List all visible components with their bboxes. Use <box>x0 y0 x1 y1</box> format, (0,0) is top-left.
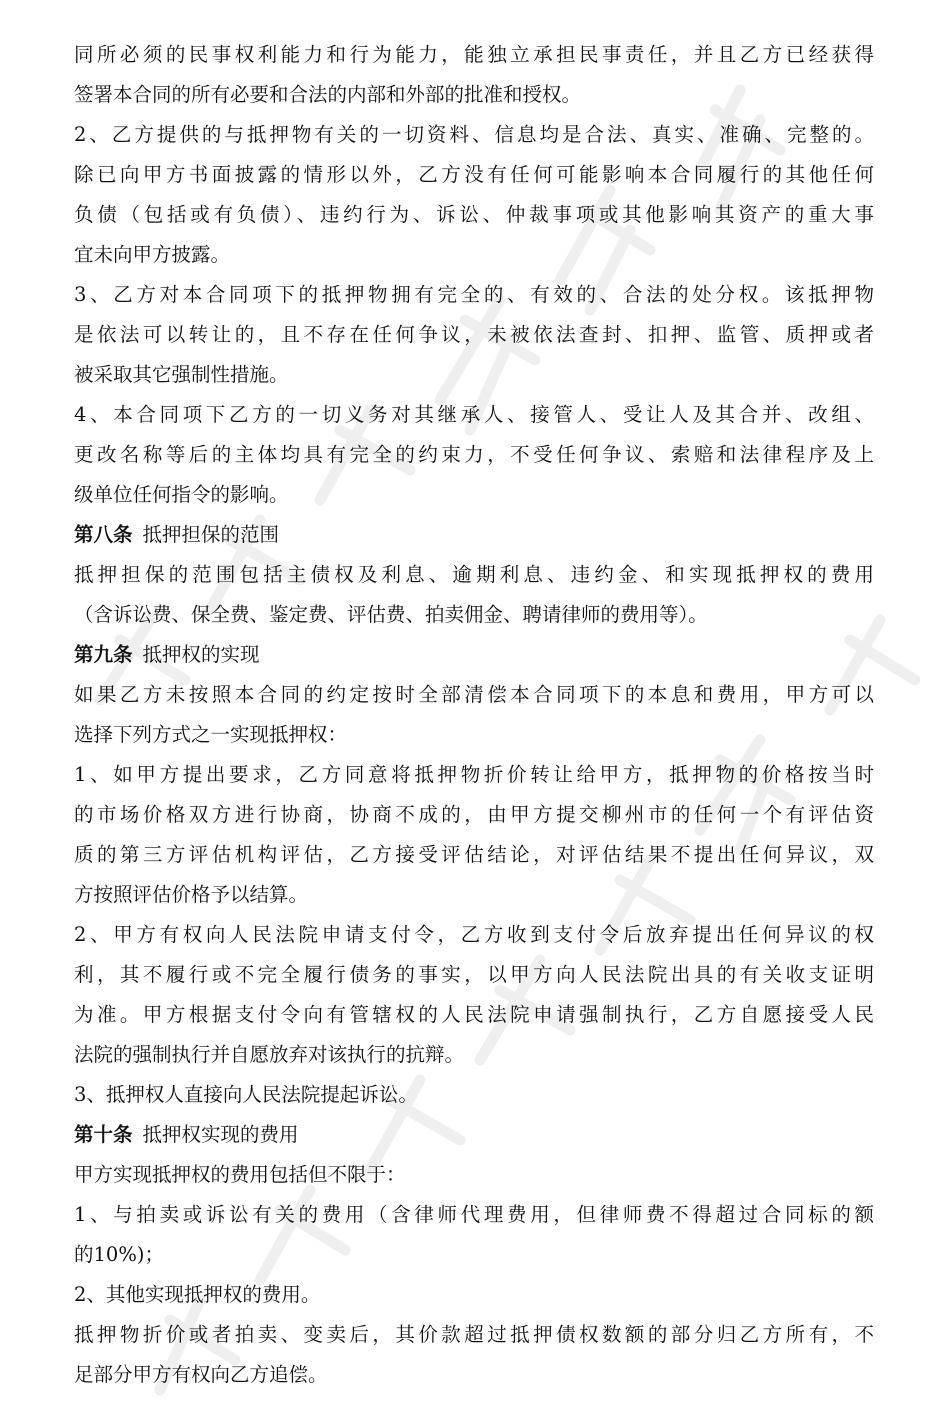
paragraph-line: 质的第三方评估机构评估，乙方接受评估结论，对评估结果不提出任何异议，双 <box>74 843 874 866</box>
paragraph-line: 4、本合同项下乙方的一切义务对其继承人、接管人、受让人及其合并、改组、 <box>74 403 874 426</box>
paragraph-line: 2、其他实现抵押权的费用。 <box>74 1283 321 1306</box>
paragraph-line: 抵押担保的范围包括主债权及利息、逾期利息、违约金、和实现抵押权的费用 <box>74 563 874 586</box>
paragraph-line: 如果乙方未按照本合同的约定按时全部清偿本合同项下的本息和费用，甲方可以 <box>74 683 874 706</box>
paragraph-line: 负债（包括或有负债）、违约行为、诉讼、仲裁事项或其他影响其资产的重大事 <box>74 203 874 226</box>
contract-page <box>74 40 874 1400</box>
paragraph-line: 选择下列方式之一实现抵押权： <box>74 723 348 746</box>
paragraph-line: 的市场价格双方进行协商，协商不成的，由甲方提交柳州市的任何一个有评估资 <box>74 803 874 826</box>
paragraph-line: 足部分甲方有权向乙方追偿。 <box>74 1363 328 1386</box>
section-heading <box>74 1120 874 1150</box>
paragraph-line: 签署本合同的所有必要和合法的内部和外部的批准和授权。 <box>74 83 582 106</box>
paragraph-line: 抵押物折价或者拍卖、变卖后，其价款超过抵押债权数额的部分归乙方所有，不 <box>74 1323 874 1346</box>
article-title: 抵押权实现的费用 <box>142 1123 299 1146</box>
paragraph-line: 同所必须的民事权利能力和行为能力，能独立承担民事责任，并且乙方已经获得 <box>74 43 874 66</box>
paragraph-line: （含诉讼费、保全费、鉴定费、评估费、拍卖佣金、聘请律师的费用等）。 <box>74 603 708 626</box>
paragraph-line: 宜未向甲方披露。 <box>74 243 231 266</box>
paragraph-line: 3、抵押权人直接向人民法院提起诉讼。 <box>74 1083 418 1106</box>
paragraph-line: 为准。甲方根据支付令向有管辖权的人民法院申请强制执行，乙方自愿接受人民 <box>74 1003 874 1026</box>
article-title: 抵押权的实现 <box>142 643 260 666</box>
paragraph-line: 是依法可以转让的，且不存在任何争议，未被依法查封、扣押、监管、质押或者 <box>74 323 874 346</box>
article-number: 第十条 <box>74 1123 133 1146</box>
paragraph-line: 除已向甲方书面披露的情形以外，乙方没有任何可能影响本合同履行的其他任何 <box>74 163 874 186</box>
paragraph-line: 更改名称等后的主体均具有完全的约束力，不受任何争议、索赔和法律程序及上 <box>74 443 874 466</box>
section-heading <box>74 640 874 670</box>
paragraph-line: 1、与拍卖或诉讼有关的费用（含律师代理费用，但律师费不得超过合同标的额 <box>74 1203 874 1226</box>
paragraph-line: 级单位任何指令的影响。 <box>74 483 289 506</box>
article-number: 第八条 <box>74 523 133 546</box>
paragraph-line: 利，其不履行或不完全履行债务的事实，以甲方向人民法院出具的有关收支证明 <box>74 963 874 986</box>
article-number: 第九条 <box>74 643 133 666</box>
paragraph-line: 被采取其它强制性措施。 <box>74 363 289 386</box>
article-title: 抵押担保的范围 <box>142 523 280 546</box>
paragraph-line: 法院的强制执行并自愿放弃对该执行的抗辩。 <box>74 1043 465 1066</box>
paragraph-line: 方按照评估价格予以结算。 <box>74 883 309 906</box>
paragraph-line: 2、甲方有权向人民法院申请支付令，乙方收到支付令后放弃提出任何异议的权 <box>74 923 874 946</box>
paragraph-line: 2、乙方提供的与抵押物有关的一切资料、信息均是合法、真实、准确、完整的。 <box>74 123 874 146</box>
paragraph-line: 1、如甲方提出要求，乙方同意将抵押物折价转让给甲方，抵押物的价格按当时 <box>74 763 874 786</box>
paragraph-line: 的10%)； <box>74 1243 164 1266</box>
paragraph-line: 3、乙方对本合同项下的抵押物拥有完全的、有效的、合法的处分权。该抵押物 <box>74 283 874 306</box>
section-heading <box>74 520 874 550</box>
paragraph-line: 甲方实现抵押权的费用包括但不限于： <box>74 1163 406 1186</box>
